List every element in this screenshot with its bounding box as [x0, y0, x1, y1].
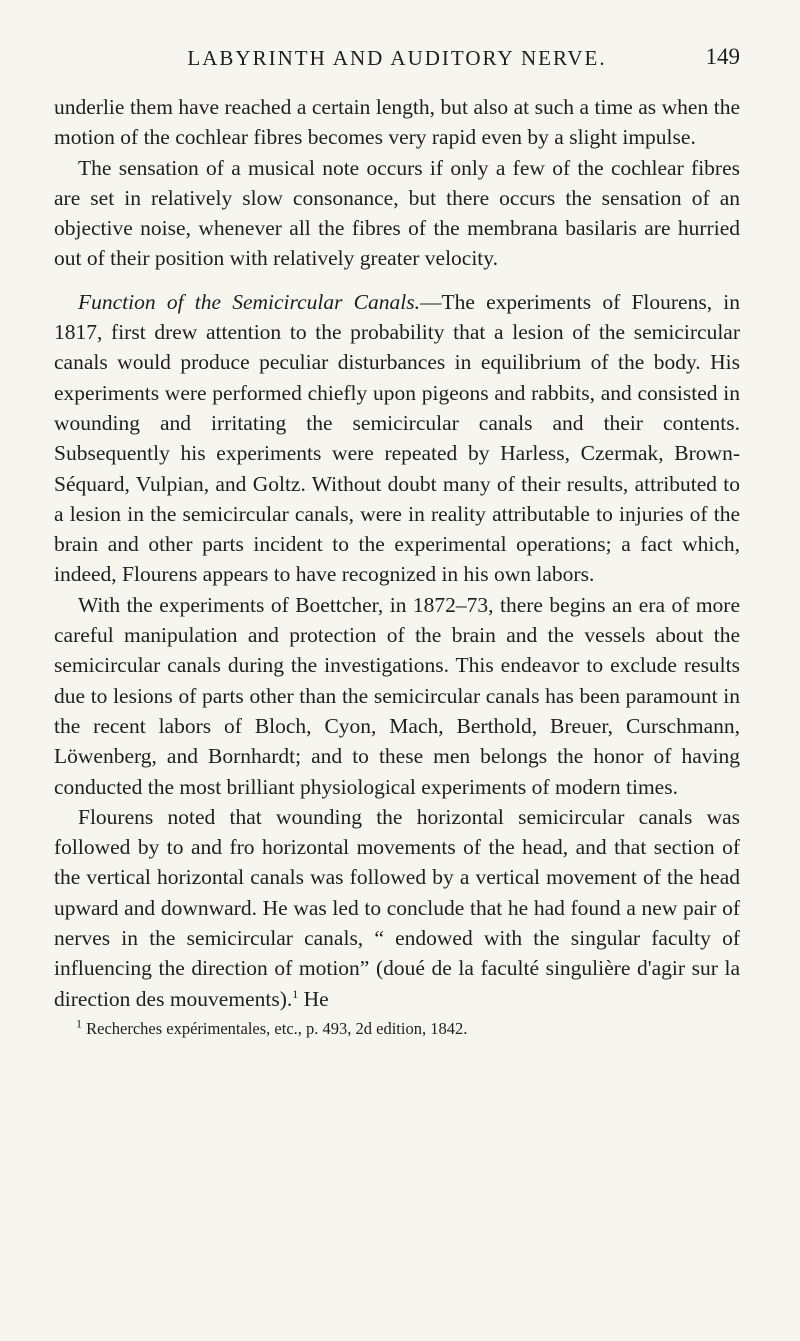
footnote-reference: 1 [292, 986, 299, 1001]
section-heading: Function of the Semicircular Canals. [78, 289, 420, 314]
body-text [54, 92, 740, 1014]
book-page [54, 40, 740, 1040]
paragraph-2: The sensation of a musical note occurs if only a few of the cochlear fibres are set in relatively slow consonance, but there occurs the sensation of an objective noise, whenever all the fibres of the membrana basilaris are hurried out of their position with relatively greater velocity. [54, 155, 740, 271]
paragraph-3 [54, 287, 740, 590]
running-head [54, 40, 740, 74]
paragraph-5-tail: He [298, 986, 329, 1011]
paragraph-5-body: Flourens noted that wounding the horizontal semicircular canals was followed by to and fro horizontal movements of the head, and that section of the vertical horizontal canals was followed by a vertical movement of the head upward and downward. He was led to conclude that he had found a new pair of nerves in the semicircular canals, “ endowed with the singular faculty of influencing the direction of motion” (doué de la faculté singulière d'agir sur la direction des mouvements). [54, 804, 740, 1011]
footnote [54, 1018, 740, 1040]
footnote-text: Recherches expérimentales, etc., p. 493, 2d edition, 1842. [82, 1018, 468, 1038]
paragraph-1: underlie them have reached a certain length, but also at such a time as when the motion of the cochlear fibres becomes very rapid even by a slight impulse. [54, 95, 740, 150]
paragraph-4: With the experiments of Boettcher, in 1872–73, there begins an era of more careful manipulation and protection of the brain and the vessels about the semicircular canals during the investigations. This endeavor to exclude results due to lesions of parts other than the semicircular canals has been paramount in the recent labors of Bloch, Cyon, Mach, Berthold, Breuer, Curschmann, Löwenberg, and Bornhardt; and to these men belongs the honor of having conducted the most brilliant physiological experiments of modern times. [54, 592, 740, 799]
running-title: LABYRINTH AND AUDITORY NERVE. [187, 46, 607, 70]
paragraph-5 [54, 802, 740, 1014]
paragraph-3-body: —The experiments of Flourens, in 1817, first drew attention to the probability that a lesion of the semicircular canals would produce peculiar disturbances in equilibrium of the body. His experiments were performed chiefly upon pigeons and rabbits, and consisted in wounding and irritating the semicircular canals and their contents. Subsequently his experiments were repeated by Harless, Czermak, Brown-Séquard, Vulpian, and Goltz. Without doubt many of their results, attributed to a lesion in the semicircular canals, were in reality attributable to injuries of the brain and other parts incident to the experimental operations; a fact which, indeed, Flourens appears to have recognized in his own labors. [54, 289, 740, 587]
footnote-marker: 1 [76, 1016, 82, 1031]
page-number: 149 [705, 44, 740, 69]
